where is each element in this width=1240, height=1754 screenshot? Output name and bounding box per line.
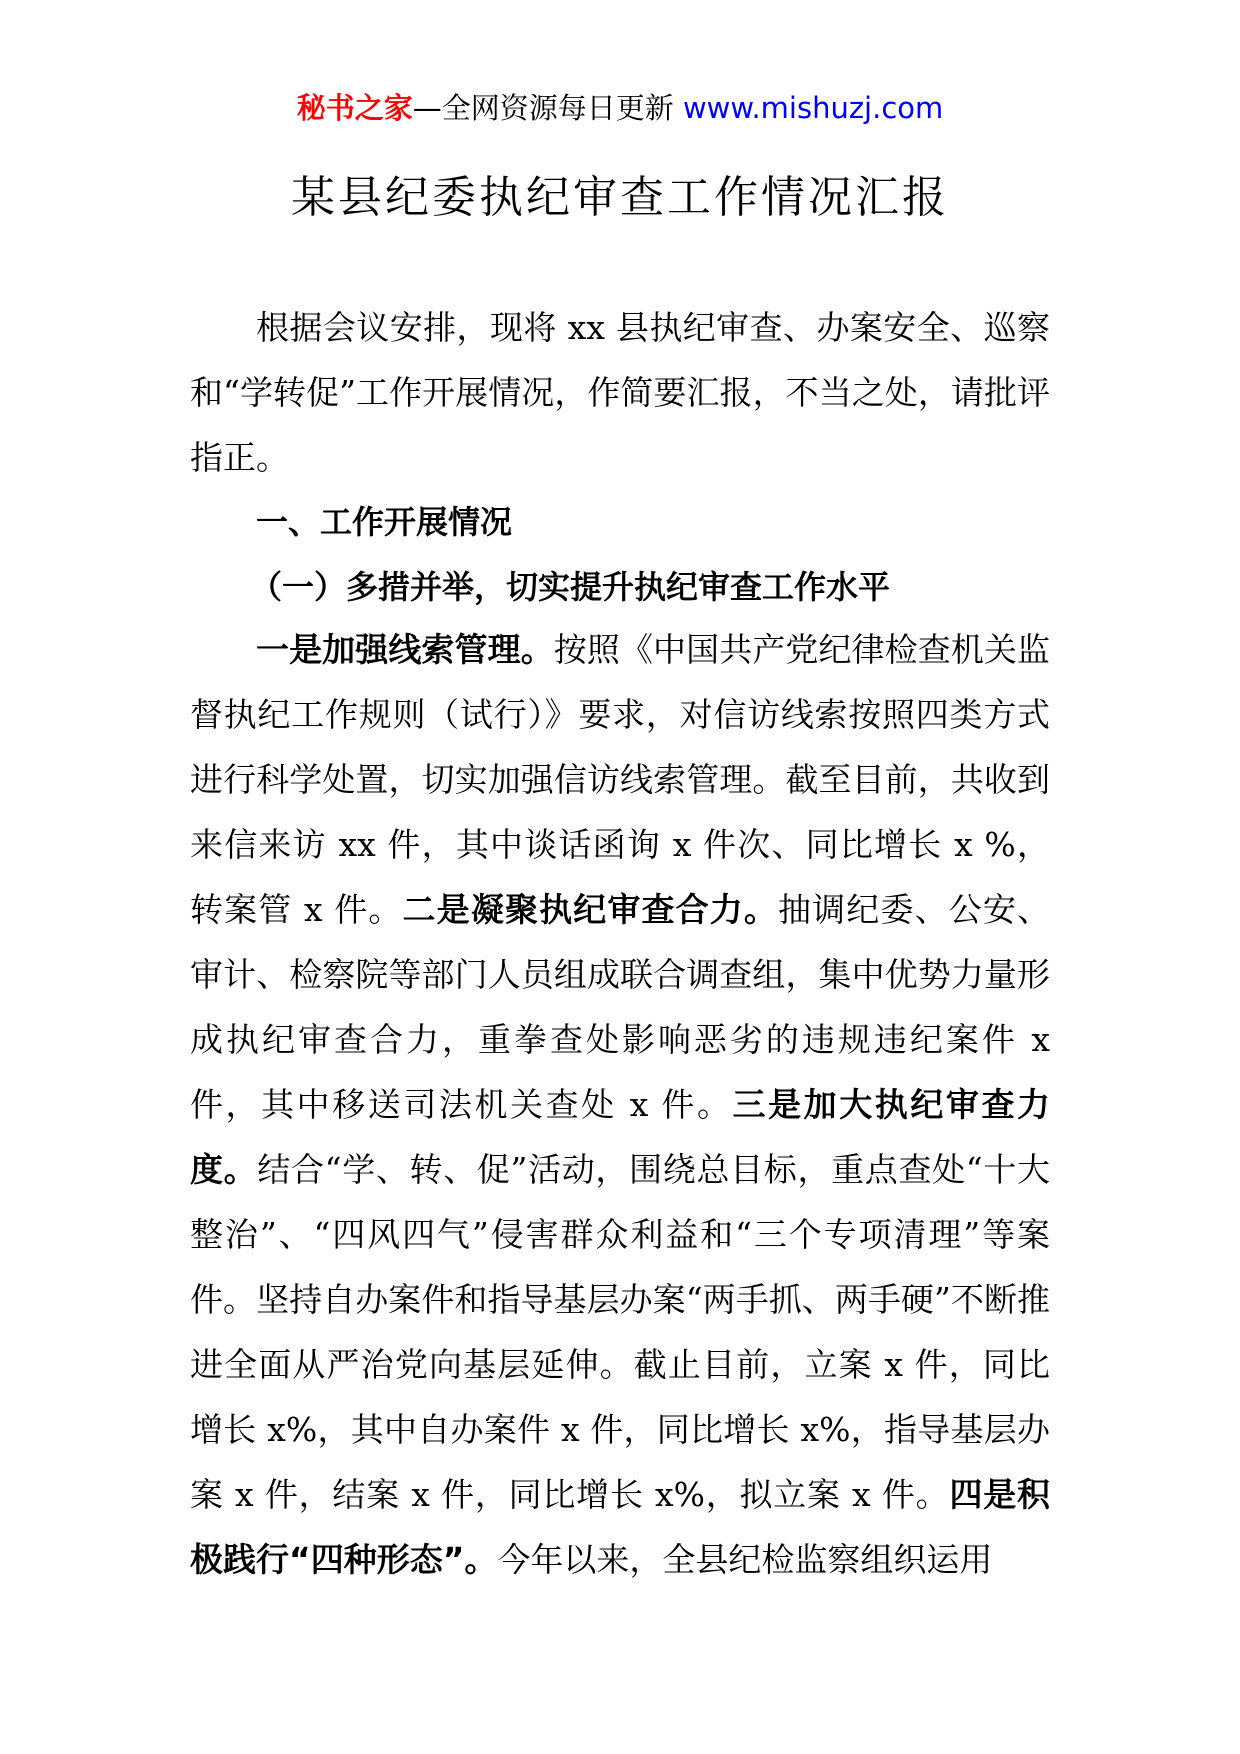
document-title: 某县纪委执纪审查工作情况汇报 bbox=[291, 172, 949, 223]
point-text-2: 抽调纪委、公安、审计、检察院等部门人员组成联合调查组，集中优势力量形成执纪审查合力，重拳查处影响恶劣的违规违纪案件 x 件，其中移送司法机关查处 x 件。 bbox=[190, 890, 1051, 1124]
header-slogan: —全网资源每日更新 bbox=[412, 91, 683, 125]
point-lead-1: 一是加强线索管理。 bbox=[256, 630, 554, 669]
brand-name: 秘书之家 bbox=[296, 91, 413, 125]
section-heading: 一、工作开展情况 bbox=[256, 503, 513, 541]
point-text-3: 结合“学、转、促”活动，围绕总目标，重点查处“十大整治”、“四风四气”侵害群众利益和“三个专项清理”等案件。坚持自办案件和指导基层办案“两手抓、两手硬”不断推进全面从严治党向基层延伸。截止目前，立案 x 件，同比增长 x%，其中自办案件 x 件，同比增长 x%，指导基层办案 x 件，结案 x 件，同比增长 x%，拟立案 x 件。 bbox=[190, 1150, 1050, 1514]
body-paragraph bbox=[190, 617, 1050, 1592]
site-url-link[interactable]: www.mishuzj.com bbox=[682, 91, 944, 125]
point-text-1: 按照《中国共产党纪律检查机关监督执纪工作规则（试行）》要求，对信访线索按照四类方式进行科学处置，切实加强信访线索管理。截至目前，共收到来信来访 xx 件，其中谈话函询 x 件次、同比增长 x %，转案管 x 件。 bbox=[190, 630, 1051, 929]
point-lead-2: 二是凝聚执纪审查合力。 bbox=[402, 890, 779, 929]
header-banner bbox=[0, 88, 1240, 128]
point-lead-3: 三是加大执纪审查力度。 bbox=[190, 1085, 1050, 1189]
point-text-4: 今年以来，全县纪检监察组织运用 bbox=[497, 1540, 993, 1579]
point-lead-4: 四是积极践行“四种形态”。 bbox=[190, 1475, 1051, 1579]
intro-paragraph: 根据会议安排，现将 xx 县执纪审查、办案安全、巡察和“学转促”工作开展情况，作简要汇报，不当之处，请批评指正。 bbox=[190, 308, 1050, 477]
subsection-heading: （一）多措并举，切实提升执纪审查工作水平 bbox=[250, 568, 891, 606]
